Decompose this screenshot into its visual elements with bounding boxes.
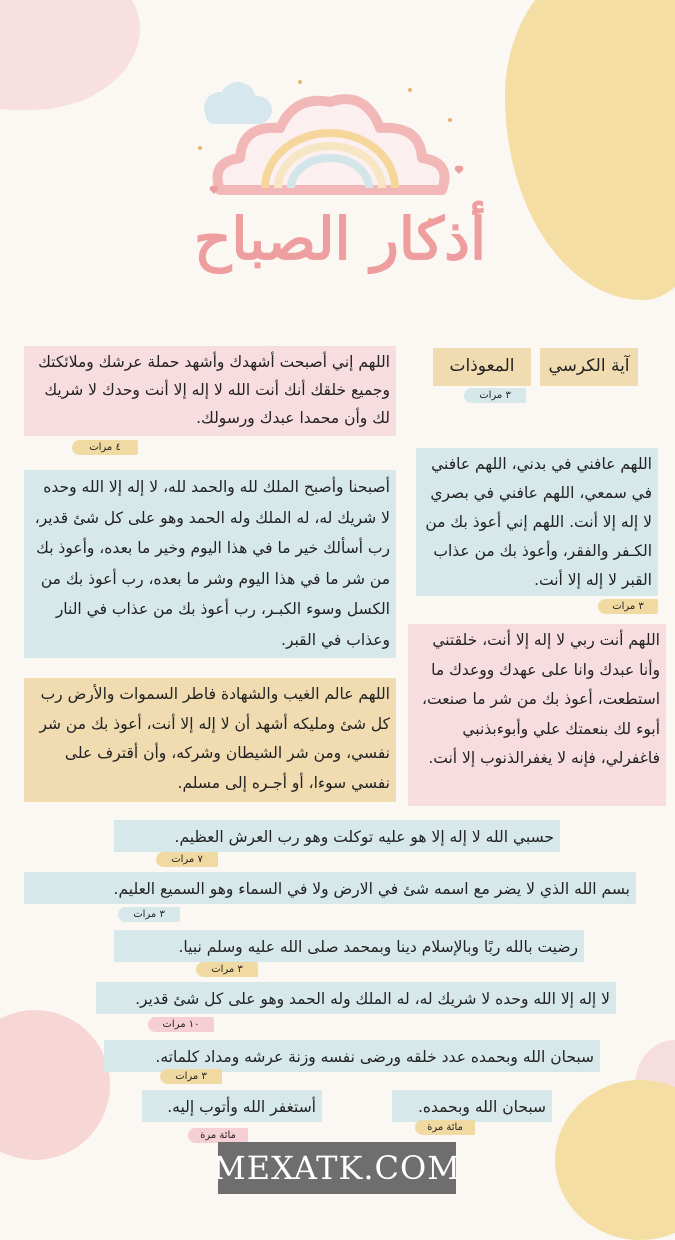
dhikr-card-morning: أصبحنا وأصبح الملك لله والحمد لله، لا إله إلا الله وحده لا شريك له، له الملك وله الحمد وهو على كل شئ قدير، رب أسألك خير ما في هذا اليوم وخير ما بعده، وأعوذ بك من شر ما في هذا اليوم وشر ما بعده، رب أعوذ بك من الكسل وسوء الكبـر، رب أعوذ بك من عذاب في النار وعذاب في القبر.	[24, 470, 396, 658]
decor-blob-yellow-bottom	[555, 1080, 675, 1240]
count-badge: ٧ مرات	[156, 852, 218, 867]
dhikr-istighfar: أستغفر الله وأتوب إليه.	[142, 1090, 322, 1122]
dhikr-line-subhan-adad: سبحان الله وبحمده عدد خلقه ورضى نفسه وزنة عرشه ومداد كلماته.	[104, 1040, 600, 1072]
dhikr-card-afiyah: اللهم عافني في بدني، اللهم عافني في سمعي، اللهم عافني في بصري لا إله إلا أنت. اللهم إني أعوذ بك من الكـفر والفقر، وأعوذ بك من عذاب القبر لا إله إلا أنت.	[416, 448, 658, 596]
page-title: أذكار الصباح	[193, 205, 487, 273]
dhikr-card-unseen: اللهم عالم الغيب والشهادة فاطر السموات والأرض رب كل شئ ومليكه أشهد أن لا إله إلا أنت، أعوذ بك من شر نفسي، ومن شر الشيطان وشركه، وأن أقترف على نفسي سوءا، أو أجـره إلى مسلم.	[24, 678, 396, 802]
dhikr-line-bismillah: بسم الله الذي لا يضر مع اسمه شئ في الارض ولا في السماء وهو السميع العليم.	[24, 872, 636, 904]
decor-blob-pink	[0, 0, 140, 110]
decor-blob-yellow	[505, 0, 675, 300]
rainbow-cloud-icon	[180, 70, 480, 310]
dhikr-line-hasbi: حسبي الله لا إله إلا هو عليه توكلت وهو رب العرش العظيم.	[114, 820, 560, 852]
count-badge: ٣ مرات	[118, 907, 180, 922]
section-muawwidhat: المعوذات	[433, 348, 531, 386]
count-badge: ٣ مرات	[196, 962, 258, 977]
decor-blob-pink-bottom	[0, 1010, 110, 1160]
dhikr-card-testimony: اللهم إني أصبحت أشهدك وأشهد حملة عرشك وملائكتك وجميع خلقك أنك أنت الله لا إله إلا أنت وحدك لا شريك لك وأن محمدا عبدك ورسولك.	[24, 346, 396, 436]
count-badge: مائة مرة	[188, 1128, 248, 1143]
count-badge: ٣ مرات	[464, 388, 526, 403]
count-badge: ١٠ مرات	[148, 1017, 214, 1032]
count-badge: ٣ مرات	[598, 599, 658, 614]
section-ayat-kursi: آية الكرسي	[540, 348, 638, 386]
count-badge: ٤ مرات	[72, 440, 138, 455]
count-badge: ٣ مرات	[160, 1069, 222, 1084]
dhikr-line-raditu: رضيت بالله ربًا وبالإسلام دينا وبمحمد صلى الله عليه وسلم نبيا.	[114, 930, 584, 962]
count-badge: مائة مرة	[415, 1120, 475, 1135]
dhikr-card-sayyid-istighfar: اللهم أنت ربي لا إله إلا أنت، خلقتني وأنا عبدك وانا على عهدك ووعدك ما استطعت، أعوذ بك من شر ما صنعت، أبوء لك بنعمتك علي وأبوءبذنبي فاغفرلي، فإنه لا يغفرالذنوب إلا أنت.	[408, 624, 666, 806]
site-watermark: MEXATK.COM	[218, 1142, 456, 1194]
dhikr-tasbih: سبحان الله وبحمده.	[392, 1090, 552, 1122]
dhikr-line-tahlil: لا إله إلا الله وحده لا شريك له، له الملك وله الحمد وهو على كل شئ قدير.	[96, 982, 616, 1014]
